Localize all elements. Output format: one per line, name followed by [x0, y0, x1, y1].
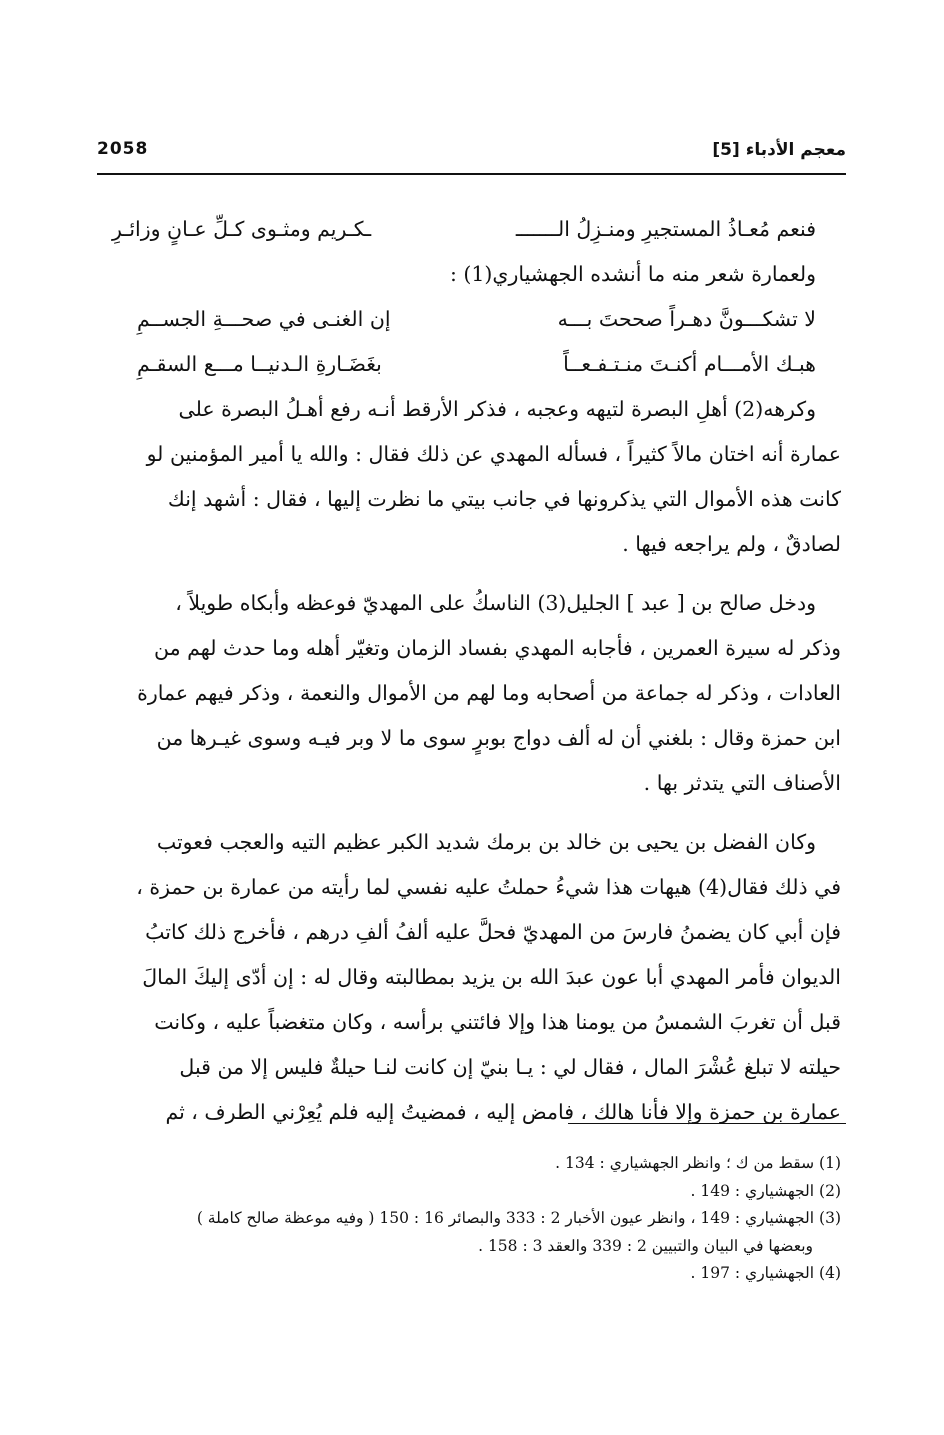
hemistich-right: هبـك الأمـــام أكنـتَ منـتـفـعــاً: [563, 352, 816, 376]
page-number: 2058: [97, 139, 149, 159]
footnote: (2) الجهشياري : 149 .: [690, 1181, 841, 1200]
text-line: وذكر له سيرة العمرين ، فأجابه المهدي بفساد الزمان وتغيّر أهله وما حدث لهم من: [154, 636, 841, 660]
footnote: (4) الجهشياري : 197 .: [690, 1264, 841, 1282]
text-line: ابن حمزة وقال : بلغني أن له ألف دواج بوبرٍ سوى ما لا وبر فيـه وسوى غيـرها من: [156, 726, 841, 750]
paragraph: [97, 387, 841, 567]
text-line: الأصناف التي يتدثر بها .: [643, 771, 841, 795]
paragraph: [97, 820, 841, 1135]
text-line: ودخل صالح بن [ عبد ] الجليل(3) الناسكُ على المهديّ فوعظه وأبكاه طويلاً ،: [175, 591, 816, 615]
hemistich-right: فنعم مُعـاذُ المستجيرِ ومنـزِلُ الـــــــ: [515, 217, 816, 241]
footnote-continuation: وبعضها في البيان والتبيين 2 : 339 والعقد 3 : 158 .: [478, 1236, 813, 1255]
text-line: كانت هذه الأموال التي يذكرونها في جانب بيتي ما نظرت إليها ، فقال : أشهد إنك: [167, 487, 841, 511]
main-text: [97, 207, 841, 1135]
paragraph: [97, 581, 841, 806]
text-line: وكرهه(2) أهلِ البصرة لتيهه وعجبه ، فذكر الأرقط أنـه رفع أهـلُ البصرة على: [178, 397, 816, 421]
text-line: عمارة أنه اختان مالاً كثيراً ، فسأله المهدي عن ذلك فقال : والله يا أمير المؤمنين لو: [146, 442, 841, 466]
verse-line: [97, 207, 841, 252]
hemistich-left: بغَضَـارةِ الـدنيــا مـــع السقـمِ: [137, 352, 382, 376]
footnotes: [97, 1150, 841, 1288]
intro-line: ولعمارة شعر منه ما أنشده الجهشياري(1) :: [449, 262, 816, 286]
hemistich-right: لا تشكـــونَّ دهـراً صححتَ بـــه: [557, 307, 816, 331]
text-line: حيلته لا تبلغ عُشْرَ المال ، فقال لي : يـا بنيّ إن كانت لنـا حيلةٌ فليس إلا من قبل: [179, 1055, 841, 1079]
verse-line: [97, 342, 841, 387]
page-header: [97, 133, 846, 175]
running-title: معجم الأدباء [5]: [712, 140, 846, 160]
footnote: (1) سقط من ك ؛ وانظر الجهشياري : 134 .: [555, 1154, 841, 1172]
text-line: الديوان فأمر المهدي أبا عون عبدَ الله بن يزيد بمطالبته وقال له : إن أدّى إليكَ المالَ: [142, 965, 841, 989]
text-line: وكان الفضل بن يحيى بن خالد بن برمك شديد الكبر عظيم التيه والعجب فعوتب: [156, 830, 816, 854]
footnote: (3) الجهشياري : 149 ، وانظر عيون الأخبار 2 : 333 والبصائر 16 : 150 ( وفيه موعظة صالح كاملة ): [196, 1209, 841, 1227]
text-line: العادات ، وذكر له جماعة من أصحابه وما لهم من الأموال والنعمة ، وذكر فيهم عمارة: [137, 681, 841, 705]
hemistich-left: ـكـريم ومثـوى كـلِّ عـانٍ وزائـرِ: [112, 217, 372, 241]
text-line: فإن أبي كان يضمنُ فارسَ من المهديّ فحلَّ عليه ألفُ ألفِ درهم ، فأخرج ذلك كاتبُ: [145, 920, 841, 944]
footnote-divider: [568, 1123, 846, 1124]
text-line: لصادقٌ ، ولم يراجعه فيها .: [622, 532, 841, 556]
hemistich-left: إن الغنـى في صحـــةِ الجســمِ: [137, 307, 391, 331]
text-line: عمارة بن حمزة وإلا فأنا هالك ، فامض إليه ، فمضيتُ إليه فلم يُعِرْني الطرف ، ثم: [165, 1100, 841, 1124]
text-line: قبل أن تغربَ الشمسُ من يومنا هذا وإلا فائتني برأسه ، وكان متغضباً عليه ، وكانت: [154, 1010, 841, 1034]
verse-line: [97, 297, 841, 342]
text-line: في ذلك فقال(4) هيهات هذا شيءُ حملتُ عليه نفسي لما رأيته من عمارة بن حمزة ،: [136, 875, 841, 899]
